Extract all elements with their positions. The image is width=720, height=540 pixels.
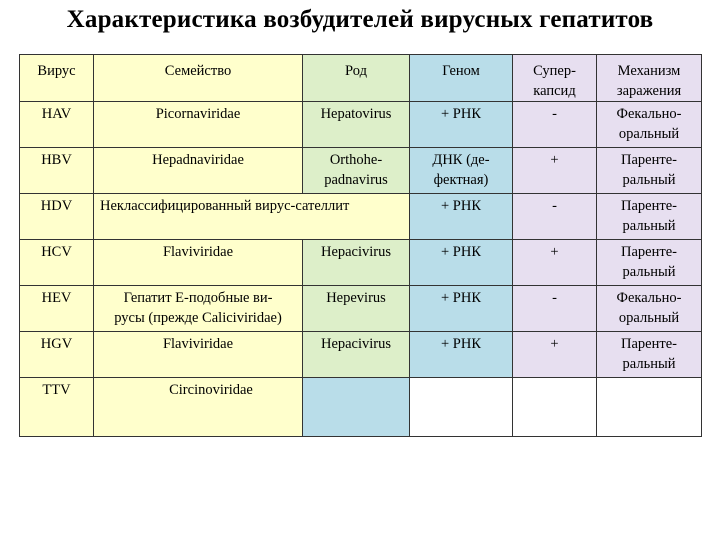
- cell-capsid: -: [513, 194, 597, 240]
- table-row: [20, 102, 702, 148]
- cell-capsid: [513, 378, 597, 437]
- table-header-row: [20, 55, 702, 102]
- cell-family-line: русы (прежде Caliciviridae): [114, 310, 282, 326]
- header-genome: Геном: [410, 55, 513, 102]
- cell-family-line: Гепатит Е-подобные ви-: [123, 290, 273, 306]
- cell-genome: + РНК: [410, 194, 513, 240]
- cell-virus: HCV: [20, 240, 94, 286]
- cell-family: Circinoviridae: [94, 378, 303, 437]
- cell-genus: Hepacivirus: [303, 332, 410, 378]
- cell-genus: Hepatovirus: [303, 102, 410, 148]
- cell-family: Hepadnaviridae: [94, 148, 303, 194]
- header-transmission-line: Механизм: [617, 63, 681, 79]
- table-row: [20, 194, 702, 240]
- cell-capsid: +: [513, 240, 597, 286]
- hepatitis-table: [19, 54, 702, 437]
- cell-virus: TTV: [20, 378, 94, 437]
- cell-virus: HBV: [20, 148, 94, 194]
- cell-virus: HDV: [20, 194, 94, 240]
- header-capsid: [513, 55, 597, 102]
- cell-genus-line: padnavirus: [324, 172, 388, 188]
- cell-transmission: [597, 332, 702, 378]
- cell-genus-line: Orthohe-: [329, 152, 383, 168]
- cell-virus: HAV: [20, 102, 94, 148]
- cell-genome: [410, 378, 513, 437]
- header-capsid-line: Супер-: [533, 63, 576, 79]
- cell-transmission-line: Паренте-: [621, 198, 677, 214]
- page-title: Характеристика возбудителей вирусных гепатитов: [66, 6, 654, 33]
- cell-transmission-line: оральный: [618, 126, 680, 142]
- header-capsid-line: капсид: [533, 83, 576, 99]
- cell-transmission-line: Паренте-: [621, 336, 677, 352]
- cell-genome: + РНК: [410, 332, 513, 378]
- cell-transmission: [597, 194, 702, 240]
- cell-transmission-line: Паренте-: [621, 152, 677, 168]
- cell-transmission: [597, 240, 702, 286]
- cell-transmission: [597, 148, 702, 194]
- header-virus: Вирус: [20, 55, 94, 102]
- cell-capsid: +: [513, 148, 597, 194]
- table-row: [20, 286, 702, 332]
- cell-genus: [303, 148, 410, 194]
- cell-genome: + РНК: [410, 102, 513, 148]
- cell-genome: [410, 148, 513, 194]
- cell-family: Flaviviridae: [94, 332, 303, 378]
- cell-genus: [303, 378, 410, 437]
- table-row: [20, 332, 702, 378]
- cell-transmission-line: оральный: [618, 310, 680, 326]
- cell-genome-line: фектная): [433, 172, 489, 188]
- cell-transmission-line: ральный: [622, 356, 676, 372]
- header-transmission: [597, 55, 702, 102]
- cell-family: Picornaviridae: [94, 102, 303, 148]
- cell-family: Flaviviridae: [94, 240, 303, 286]
- header-family: Семейство: [94, 55, 303, 102]
- table-row: [20, 378, 702, 437]
- cell-transmission: [597, 286, 702, 332]
- cell-family: [94, 286, 303, 332]
- cell-transmission-line: Фекально-: [616, 290, 682, 306]
- cell-transmission-line: ральный: [622, 218, 676, 234]
- cell-genus: Hepacivirus: [303, 240, 410, 286]
- table-row: [20, 148, 702, 194]
- cell-capsid: -: [513, 286, 597, 332]
- cell-genus: Hepevirus: [303, 286, 410, 332]
- cell-virus: HGV: [20, 332, 94, 378]
- cell-transmission: [597, 102, 702, 148]
- cell-genome: + РНК: [410, 240, 513, 286]
- table-row: [20, 240, 702, 286]
- cell-transmission-line: Фекально-: [616, 106, 682, 122]
- cell-virus: HEV: [20, 286, 94, 332]
- cell-capsid: +: [513, 332, 597, 378]
- cell-transmission-line: Паренте-: [621, 244, 677, 260]
- cell-transmission-line: ральный: [622, 172, 676, 188]
- cell-genome: + РНК: [410, 286, 513, 332]
- header-transmission-line: заражения: [616, 83, 682, 99]
- header-genus: Род: [303, 55, 410, 102]
- cell-genome-line: ДНК (де-: [432, 152, 490, 168]
- cell-transmission-line: ральный: [622, 264, 676, 280]
- cell-transmission: [597, 378, 702, 437]
- cell-capsid: -: [513, 102, 597, 148]
- cell-family: Неклассифицированный вирус-сателлит: [94, 194, 410, 240]
